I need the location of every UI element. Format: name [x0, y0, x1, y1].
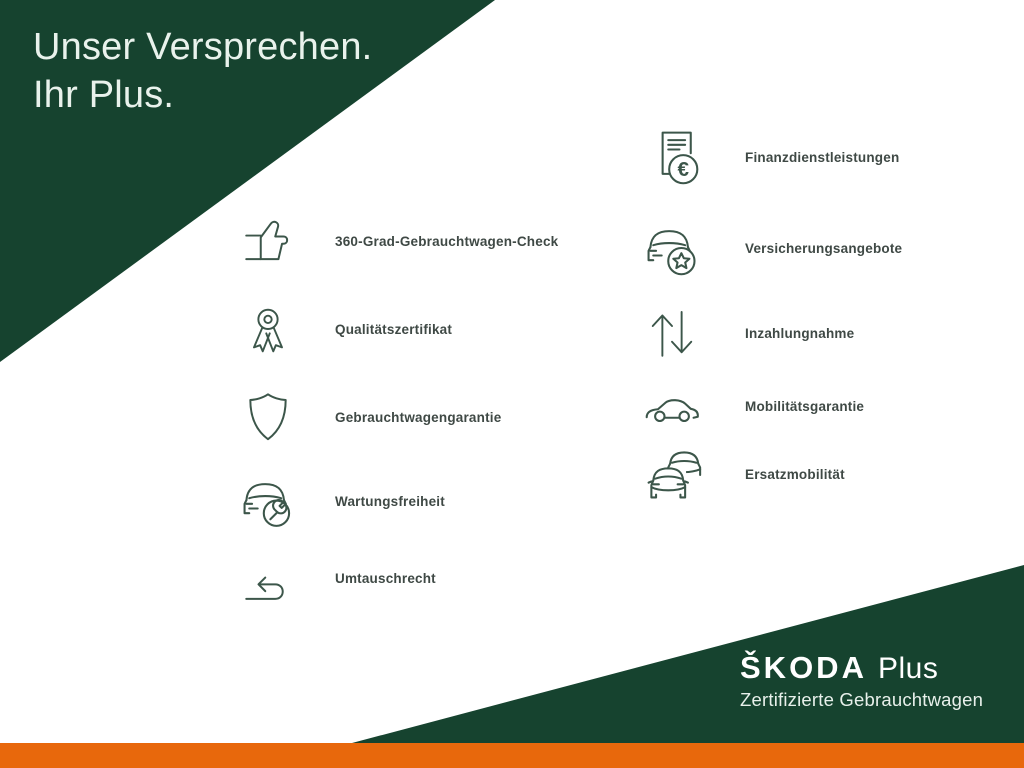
award-ribbon-icon	[238, 294, 298, 364]
service-label: Finanzdienstleistungen	[745, 149, 900, 165]
service-item-umtausch	[238, 543, 436, 613]
service-label: 360-Grad-Gebrauchtwagen-Check	[335, 233, 559, 249]
service-label: Wartungsfreiheit	[335, 493, 445, 509]
service-item-mobilitaet	[642, 371, 864, 441]
service-label: Versicherungsangebote	[745, 240, 903, 256]
svg-text:€: €	[677, 158, 689, 182]
invoice-euro-icon	[642, 122, 702, 192]
service-item-ersatz	[642, 439, 845, 509]
service-item-qualitaet	[238, 294, 452, 364]
two-cars-icon	[642, 439, 702, 509]
service-item-versicherung	[642, 213, 902, 283]
page-title-line2: Ihr Plus.	[33, 73, 175, 116]
skoda-plus-logo	[740, 650, 983, 711]
car-star-icon	[642, 213, 702, 283]
thumbs-up-icon	[238, 206, 298, 276]
car-service-wrench-icon	[238, 466, 298, 536]
service-item-finanz	[642, 122, 899, 192]
page-title-line1: Unser Versprechen.	[33, 26, 373, 68]
car-side-icon	[642, 371, 702, 441]
skoda-wordmark: ŠKODA	[740, 650, 867, 685]
service-label: Umtauschrecht	[335, 570, 436, 586]
service-label: Mobilitätsgarantie	[745, 398, 865, 414]
return-arrow-icon	[238, 543, 298, 613]
service-item-wartung	[238, 466, 445, 536]
service-label: Gebrauchtwagengarantie	[335, 409, 502, 425]
service-label: Inzahlungnahme	[745, 325, 855, 341]
page-title	[33, 24, 372, 120]
shield-icon	[238, 382, 298, 452]
service-item-garantie	[238, 382, 501, 452]
logo-tagline: Zertifizierte Gebrauchtwagen	[740, 689, 984, 710]
service-item-inzahlung	[642, 298, 854, 368]
service-label: Ersatzmobilität	[745, 466, 845, 482]
plus-wordmark: Plus	[877, 652, 939, 685]
service-item-360-check	[238, 206, 558, 276]
footer-orange-bar	[0, 743, 1024, 768]
service-label: Qualitätszertifikat	[335, 321, 453, 337]
arrows-up-down-icon	[642, 298, 702, 368]
